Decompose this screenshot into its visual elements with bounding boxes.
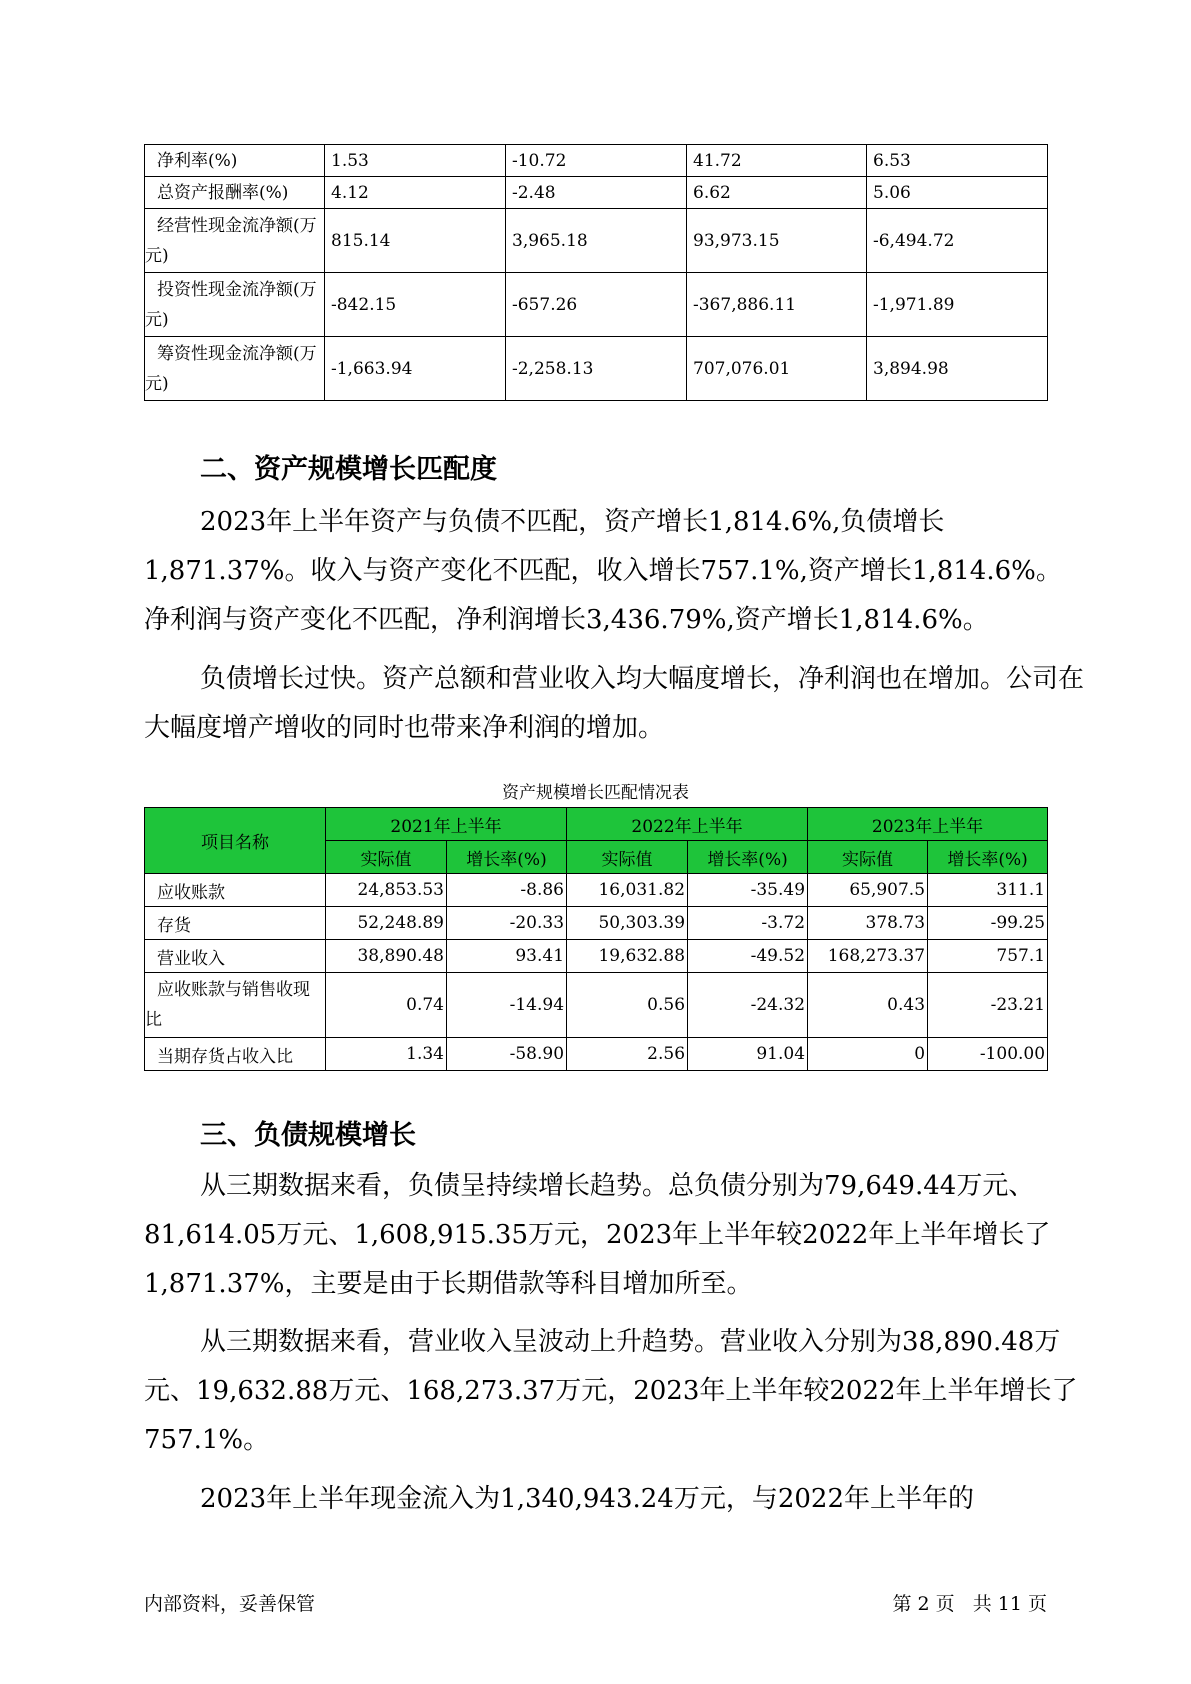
cell-value: -23.21 <box>928 973 1048 1038</box>
cell-value: 38,890.48 <box>326 940 447 973</box>
footer-confidential-note: 内部资料，妥善保管 <box>144 1593 316 1615</box>
growth-rate-header: 增长率(%) <box>928 841 1048 874</box>
cell-value: 0.74 <box>326 973 447 1038</box>
table-row <box>145 874 1048 907</box>
cell-value: -1,971.89 <box>867 273 1048 337</box>
cell-value: 757.1 <box>928 940 1048 973</box>
row-label: 总资产报酬率(%) <box>145 177 325 209</box>
actual-value-header: 实际值 <box>326 841 447 874</box>
paragraph: 从三期数据来看，营业收入呈波动上升趋势。营业收入分别为38,890.48万元、19,632.88万元、168,273.37万元，2023年上半年较2022年上半年增长了757.1%。 <box>144 1327 1078 1455</box>
cell-value: 0.56 <box>567 973 688 1038</box>
footer-page-number: 第 2 页 共 11 页 <box>892 1593 1047 1615</box>
cell-value: -842.15 <box>325 273 506 337</box>
cell-value: 815.14 <box>325 209 506 273</box>
cell-value: -24.32 <box>688 973 808 1038</box>
cell-value: 93,973.15 <box>687 209 867 273</box>
row-label: 筹资性现金流净额(万元) <box>145 337 325 401</box>
table-row <box>145 273 1048 337</box>
cell-value: -99.25 <box>928 907 1048 940</box>
cell-value: -10.72 <box>506 145 687 177</box>
cell-value: 1.34 <box>326 1038 447 1071</box>
cell-value: 3,965.18 <box>506 209 687 273</box>
cell-value: 5.06 <box>867 177 1048 209</box>
period-header: 2023年上半年 <box>808 808 1048 841</box>
cell-value: 311.1 <box>928 874 1048 907</box>
cell-value: 4.12 <box>325 177 506 209</box>
cell-value: 168,273.37 <box>808 940 928 973</box>
cell-value: -2.48 <box>506 177 687 209</box>
cell-value: -367,886.11 <box>687 273 867 337</box>
cell-value: 707,076.01 <box>687 337 867 401</box>
cell-value: -6,494.72 <box>867 209 1048 273</box>
cell-value: 65,907.5 <box>808 874 928 907</box>
row-label: 应收账款 <box>145 874 326 907</box>
cell-value: -8.86 <box>447 874 567 907</box>
cell-value: -58.90 <box>447 1038 567 1071</box>
cell-value: 1.53 <box>325 145 506 177</box>
actual-value-header: 实际值 <box>567 841 688 874</box>
table-row <box>145 907 1048 940</box>
table-row <box>145 337 1048 401</box>
cell-value: 6.53 <box>867 145 1048 177</box>
cell-value: 16,031.82 <box>567 874 688 907</box>
asset-growth-match-table <box>144 807 1048 1071</box>
cell-value: 50,303.39 <box>567 907 688 940</box>
row-label: 当期存货占收入比 <box>145 1038 326 1071</box>
cell-value: 6.62 <box>687 177 867 209</box>
table-row <box>145 1038 1048 1071</box>
period-header: 2022年上半年 <box>567 808 808 841</box>
cell-value: 3,894.98 <box>867 337 1048 401</box>
table-caption: 资产规模增长匹配情况表 <box>502 783 689 803</box>
cell-value: -100.00 <box>928 1038 1048 1071</box>
paragraph: 负债增长过快。资产总额和营业收入均大幅度增长，净利润也在增加。公司在大幅度增产增收的同时也带来净利润的增加。 <box>144 664 1085 743</box>
cell-value: -14.94 <box>447 973 567 1038</box>
row-label: 净利率(%) <box>145 145 325 177</box>
cell-value: -49.52 <box>688 940 808 973</box>
paragraph: 2023年上半年现金流入为1,340,943.24万元，与2022年上半年的 <box>200 1484 975 1514</box>
actual-value-header: 实际值 <box>808 841 928 874</box>
cell-value: -2,258.13 <box>506 337 687 401</box>
paragraph: 2023年上半年资产与负债不匹配，资产增长1,814.6%,负债增长1,871.37%。收入与资产变化不匹配，收入增长757.1%,资产增长1,814.6%。净利润与资产变化不匹配，净利润增长3,436.79%,资产增长1,814.6%。 <box>144 507 1062 635</box>
paragraph: 从三期数据来看，负债呈持续增长趋势。总负债分别为79,649.44万元、81,614.05万元、1,608,915.35万元，2023年上半年较2022年上半年增长了1,871.37%，主要是由于长期借款等科目增加所至。 <box>144 1171 1051 1299</box>
cell-value: -20.33 <box>447 907 567 940</box>
table-row <box>145 940 1048 973</box>
cell-value: 0 <box>808 1038 928 1071</box>
row-label: 投资性现金流净额(万元) <box>145 273 325 337</box>
cell-value: -657.26 <box>506 273 687 337</box>
cell-value: 2.56 <box>567 1038 688 1071</box>
table-row <box>145 177 1048 209</box>
section-heading: 二、资产规模增长匹配度 <box>200 454 497 485</box>
cell-value: 91.04 <box>688 1038 808 1071</box>
cell-value: 19,632.88 <box>567 940 688 973</box>
cell-value: 0.43 <box>808 973 928 1038</box>
cell-value: 24,853.53 <box>326 874 447 907</box>
cell-value: 52,248.89 <box>326 907 447 940</box>
cell-value: 93.41 <box>447 940 567 973</box>
row-label: 经营性现金流净额(万元) <box>145 209 325 273</box>
item-name-header: 项目名称 <box>145 808 326 874</box>
financial-indicators-table <box>144 144 1048 401</box>
table-row <box>145 973 1048 1038</box>
cell-value: 41.72 <box>687 145 867 177</box>
section-heading: 三、负债规模增长 <box>200 1120 416 1151</box>
row-label: 存货 <box>145 907 326 940</box>
period-header: 2021年上半年 <box>326 808 567 841</box>
header-row <box>145 808 1048 841</box>
row-label: 营业收入 <box>145 940 326 973</box>
cell-value: -35.49 <box>688 874 808 907</box>
row-label: 应收账款与销售收现比 <box>145 973 326 1038</box>
growth-rate-header: 增长率(%) <box>688 841 808 874</box>
cell-value: 378.73 <box>808 907 928 940</box>
cell-value: -1,663.94 <box>325 337 506 401</box>
table-row <box>145 209 1048 273</box>
growth-rate-header: 增长率(%) <box>447 841 567 874</box>
table-row <box>145 145 1048 177</box>
cell-value: -3.72 <box>688 907 808 940</box>
